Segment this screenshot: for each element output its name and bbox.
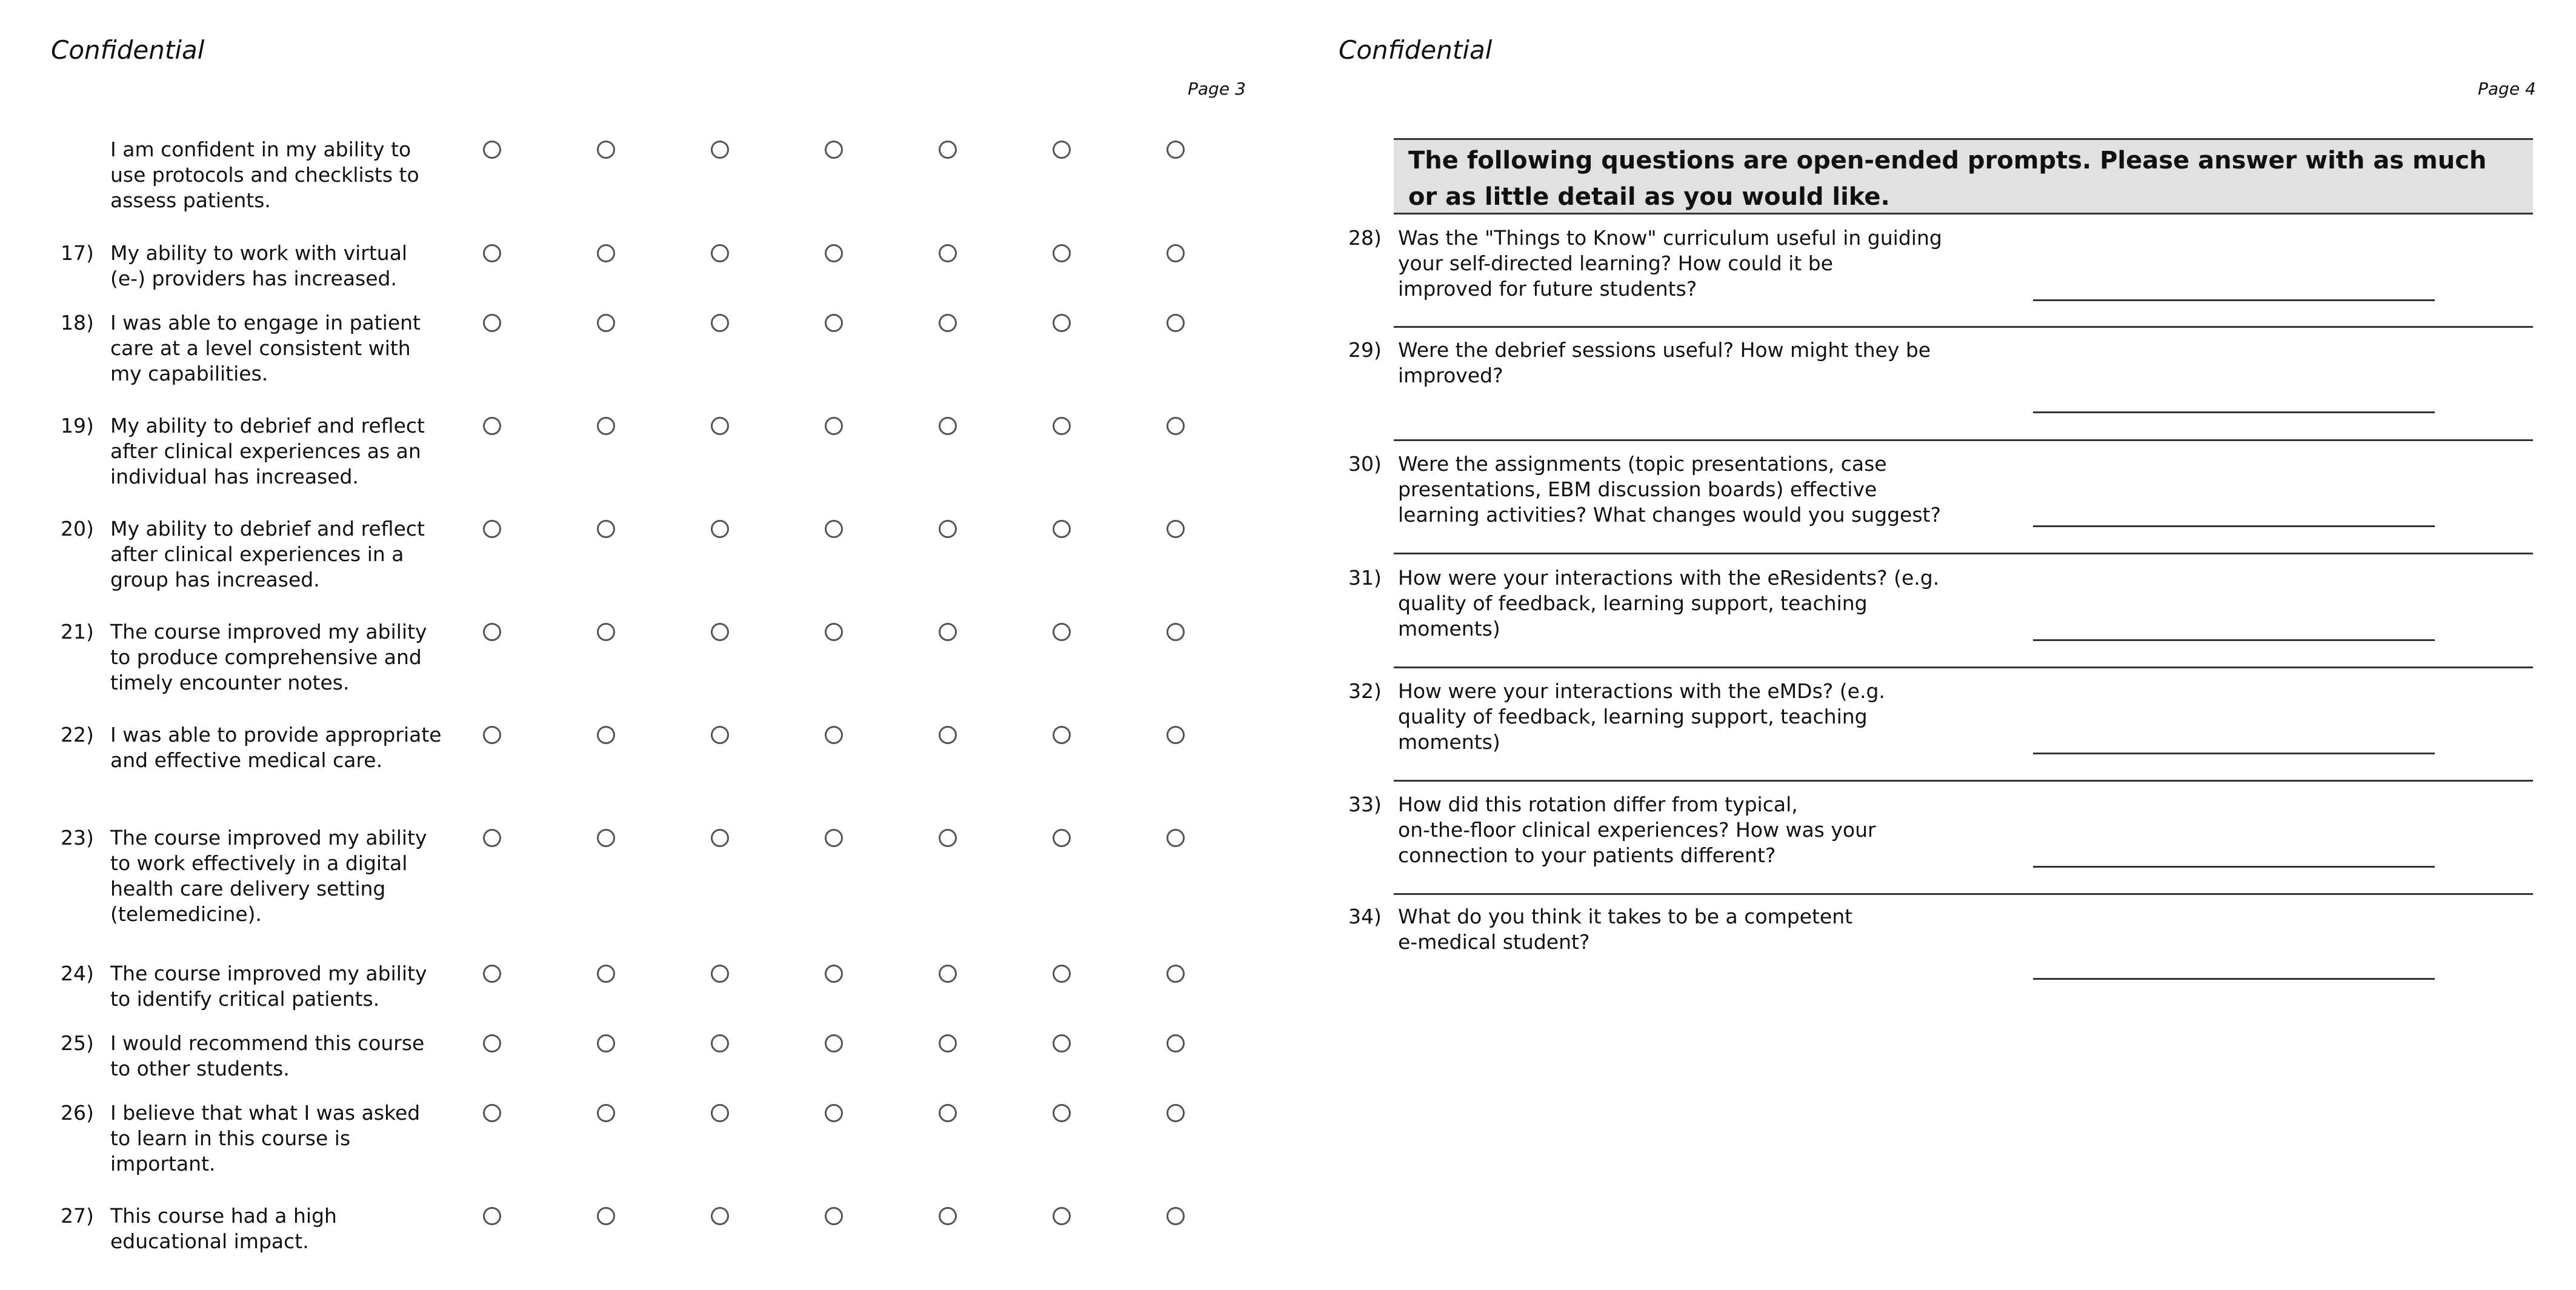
question-divider xyxy=(1394,439,2533,441)
rating-radio-3[interactable] xyxy=(711,1207,729,1225)
rating-radio-1[interactable] xyxy=(483,1034,501,1052)
rating-radio-6[interactable] xyxy=(1053,314,1071,332)
rating-radio-2[interactable] xyxy=(597,1104,615,1122)
rating-radio-6[interactable] xyxy=(1053,520,1071,538)
answer-line[interactable] xyxy=(2033,525,2435,527)
question-number: 21) xyxy=(61,620,94,643)
open-ended-instructions xyxy=(1394,138,2533,214)
question-number: 32) xyxy=(1348,679,1382,703)
rating-radio-7[interactable] xyxy=(1167,829,1185,847)
page-number: Page 3 xyxy=(1188,79,1246,99)
question-number: 17) xyxy=(61,241,94,265)
question-number: 29) xyxy=(1348,338,1382,362)
rating-radio-7[interactable] xyxy=(1167,1104,1185,1122)
question-text: Were the assignments (topic presentations, case presentations, EBM discussion boards) effective learning activities? What changes would you suggest? xyxy=(1398,452,1941,527)
rating-radio-2[interactable] xyxy=(597,417,615,435)
rating-radio-5[interactable] xyxy=(939,1104,957,1122)
rating-radio-4[interactable] xyxy=(825,829,843,847)
rating-radio-2[interactable] xyxy=(597,244,615,262)
rating-radio-2[interactable] xyxy=(597,141,615,159)
question-text: I am confident in my ability to use protocols and checklists to assess patients. xyxy=(110,138,419,212)
confidential-label: Confidential xyxy=(51,35,205,65)
rating-radio-2[interactable] xyxy=(597,726,615,744)
rating-radio-1[interactable] xyxy=(483,417,501,435)
rating-radio-6[interactable] xyxy=(1053,1207,1071,1225)
rating-radio-2[interactable] xyxy=(597,520,615,538)
rating-radio-2[interactable] xyxy=(597,1207,615,1225)
rating-radio-6[interactable] xyxy=(1053,726,1071,744)
rating-radio-5[interactable] xyxy=(939,726,957,744)
question-number: 27) xyxy=(61,1204,94,1228)
rating-radio-1[interactable] xyxy=(483,965,501,983)
page-number: Page 4 xyxy=(2478,79,2536,99)
question-number: 34) xyxy=(1348,905,1382,928)
question-text: The course improved my ability to work effectively in a digital health care delivery setting (telemedicine). xyxy=(110,826,427,926)
question-number: 19) xyxy=(61,414,94,437)
question-number: 26) xyxy=(61,1101,94,1125)
rating-radio-1[interactable] xyxy=(483,1207,501,1225)
rating-radio-4[interactable] xyxy=(825,520,843,538)
question-number: 30) xyxy=(1348,452,1382,476)
question-text: I was able to provide appropriate and effective medical care. xyxy=(110,723,442,772)
rating-radio-1[interactable] xyxy=(483,1104,501,1122)
question-text: How were your interactions with the eMDs? (e.g. quality of feedback, learning support, teaching moments) xyxy=(1398,679,1885,754)
rating-radio-7[interactable] xyxy=(1167,1207,1185,1225)
rating-radio-7[interactable] xyxy=(1167,623,1185,641)
question-text: Was the "Things to Know" curriculum useful in guiding your self-directed learning? How could it be improved for future students? xyxy=(1398,226,1942,301)
rating-radio-2[interactable] xyxy=(597,829,615,847)
rating-radio-4[interactable] xyxy=(825,1104,843,1122)
rating-radio-4[interactable] xyxy=(825,726,843,744)
question-text: My ability to work with virtual (e-) providers has increased. xyxy=(110,241,408,290)
rating-radio-5[interactable] xyxy=(939,965,957,983)
rating-radio-6[interactable] xyxy=(1053,623,1071,641)
rating-radio-1[interactable] xyxy=(483,314,501,332)
rating-radio-2[interactable] xyxy=(597,965,615,983)
rating-radio-5[interactable] xyxy=(939,417,957,435)
rating-radio-3[interactable] xyxy=(711,244,729,262)
rating-radio-5[interactable] xyxy=(939,1207,957,1225)
rating-radio-3[interactable] xyxy=(711,314,729,332)
rating-radio-3[interactable] xyxy=(711,417,729,435)
rating-radio-3[interactable] xyxy=(711,726,729,744)
question-text: Were the debrief sessions useful? How might they be improved? xyxy=(1398,338,1931,387)
rating-radio-6[interactable] xyxy=(1053,829,1071,847)
rating-radio-4[interactable] xyxy=(825,314,843,332)
answer-line[interactable] xyxy=(2033,411,2435,413)
rating-radio-7[interactable] xyxy=(1167,726,1185,744)
rating-radio-5[interactable] xyxy=(939,829,957,847)
rating-radio-1[interactable] xyxy=(483,520,501,538)
rating-radio-6[interactable] xyxy=(1053,141,1071,159)
rating-radio-3[interactable] xyxy=(711,1034,729,1052)
confidential-label: Confidential xyxy=(1339,35,1493,65)
question-text: I believe that what I was asked to learn in this course is important. xyxy=(110,1101,421,1175)
rating-radio-6[interactable] xyxy=(1053,417,1071,435)
rating-radio-7[interactable] xyxy=(1167,314,1185,332)
answer-line[interactable] xyxy=(2033,978,2435,980)
question-divider xyxy=(1394,893,2533,895)
question-divider xyxy=(1394,667,2533,668)
rating-radio-3[interactable] xyxy=(711,965,729,983)
question-divider xyxy=(1394,326,2533,328)
rating-radio-5[interactable] xyxy=(939,520,957,538)
rating-radio-2[interactable] xyxy=(597,623,615,641)
question-text: I was able to engage in patient care at a level consistent with my capabilities. xyxy=(110,311,421,385)
question-number: 23) xyxy=(61,826,94,849)
question-text: How did this rotation differ from typical, on-the-floor clinical experiences? How was your connection to your patients different? xyxy=(1398,793,1876,867)
question-divider xyxy=(1394,780,2533,782)
rating-radio-1[interactable] xyxy=(483,141,501,159)
answer-line[interactable] xyxy=(2033,299,2435,301)
rating-radio-4[interactable] xyxy=(825,623,843,641)
question-number: 22) xyxy=(61,723,94,746)
rating-radio-1[interactable] xyxy=(483,726,501,744)
rating-radio-7[interactable] xyxy=(1167,520,1185,538)
rating-radio-3[interactable] xyxy=(711,141,729,159)
rating-radio-5[interactable] xyxy=(939,141,957,159)
rating-radio-3[interactable] xyxy=(711,623,729,641)
question-text: This course had a high educational impact. xyxy=(110,1204,337,1253)
rating-radio-4[interactable] xyxy=(825,244,843,262)
answer-line[interactable] xyxy=(2033,639,2435,641)
question-text: What do you think it takes to be a competent e-medical student? xyxy=(1398,905,1853,954)
rating-radio-5[interactable] xyxy=(939,623,957,641)
rating-radio-4[interactable] xyxy=(825,417,843,435)
rating-radio-6[interactable] xyxy=(1053,1104,1071,1122)
question-number: 31) xyxy=(1348,566,1382,590)
rating-radio-2[interactable] xyxy=(597,314,615,332)
rating-radio-3[interactable] xyxy=(711,829,729,847)
rating-radio-7[interactable] xyxy=(1167,244,1185,262)
answer-line[interactable] xyxy=(2033,753,2435,754)
question-number: 24) xyxy=(61,962,94,985)
rating-radio-4[interactable] xyxy=(825,1034,843,1052)
question-number: 33) xyxy=(1348,793,1382,816)
rating-radio-1[interactable] xyxy=(483,623,501,641)
rating-radio-3[interactable] xyxy=(711,1104,729,1122)
rating-radio-1[interactable] xyxy=(483,244,501,262)
rating-radio-6[interactable] xyxy=(1053,244,1071,262)
answer-line[interactable] xyxy=(2033,866,2435,868)
rating-radio-3[interactable] xyxy=(711,520,729,538)
rating-radio-5[interactable] xyxy=(939,1034,957,1052)
rating-radio-7[interactable] xyxy=(1167,965,1185,983)
question-divider xyxy=(1394,553,2533,554)
rating-radio-1[interactable] xyxy=(483,829,501,847)
rating-radio-5[interactable] xyxy=(939,244,957,262)
question-number: 20) xyxy=(61,517,94,540)
rating-radio-7[interactable] xyxy=(1167,1034,1185,1052)
rating-radio-6[interactable] xyxy=(1053,1034,1071,1052)
rating-radio-4[interactable] xyxy=(825,141,843,159)
rating-radio-2[interactable] xyxy=(597,1034,615,1052)
question-number: 18) xyxy=(61,311,94,334)
instructions-text: The following questions are open-ended prompts. Please answer with as much or as little detail as you would like. xyxy=(1408,147,2487,211)
question-number: 25) xyxy=(61,1031,94,1055)
question-text: I would recommend this course to other students. xyxy=(110,1031,425,1080)
question-text: My ability to debrief and reflect after clinical experiences as an individual has increased. xyxy=(110,414,425,488)
question-text: How were your interactions with the eResidents? (e.g. quality of feedback, learning support, teaching moments) xyxy=(1398,566,1940,640)
question-text: The course improved my ability to identify critical patients. xyxy=(110,962,427,1011)
rating-radio-5[interactable] xyxy=(939,314,957,332)
question-text: The course improved my ability to produce comprehensive and timely encounter notes. xyxy=(110,620,427,694)
rating-radio-4[interactable] xyxy=(825,1207,843,1225)
question-text: My ability to debrief and reflect after clinical experiences in a group has increased. xyxy=(110,517,425,591)
rating-radio-7[interactable] xyxy=(1167,141,1185,159)
rating-radio-6[interactable] xyxy=(1053,965,1071,983)
rating-radio-7[interactable] xyxy=(1167,417,1185,435)
question-number: 28) xyxy=(1348,226,1382,250)
rating-radio-4[interactable] xyxy=(825,965,843,983)
